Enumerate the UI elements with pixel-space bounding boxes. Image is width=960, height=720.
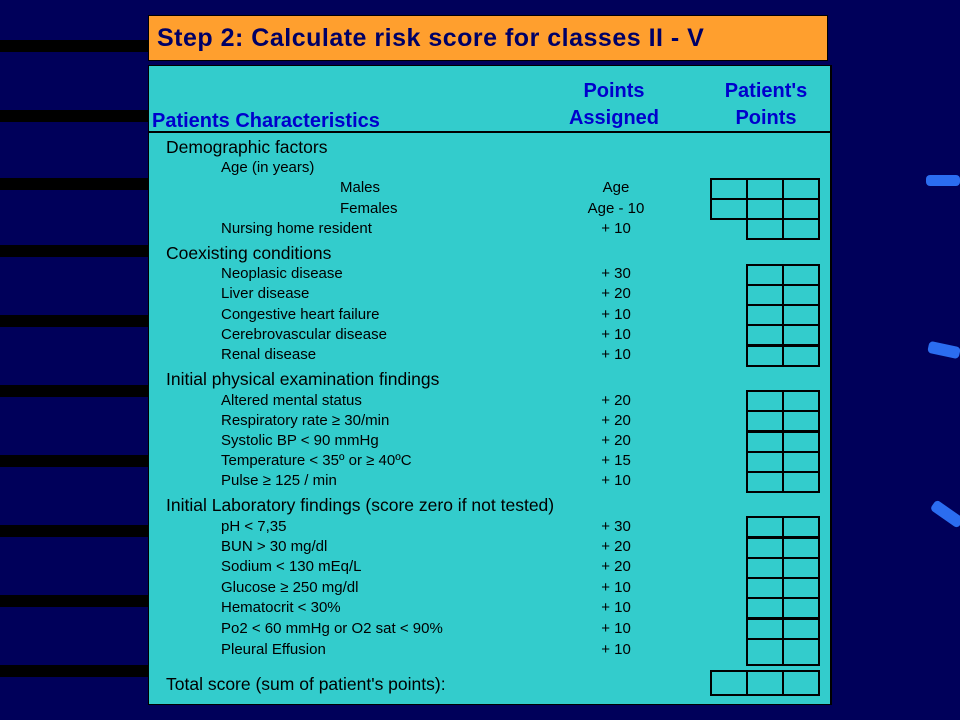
row-points: + 10 <box>601 641 631 658</box>
bg-stripe <box>0 40 150 52</box>
row-points: + 30 <box>601 518 631 535</box>
row-points: + 10 <box>601 306 631 323</box>
row-points: + 10 <box>601 579 631 596</box>
entry-cell[interactable] <box>748 266 784 284</box>
row-label: pH < 7,35 <box>221 518 287 535</box>
patient-points-entry-box[interactable] <box>746 345 820 367</box>
row-points: + 20 <box>601 538 631 555</box>
row-points: + 10 <box>601 326 631 343</box>
row-label: Liver disease <box>221 285 310 302</box>
row-label: Pulse ≥ 125 / min <box>221 472 337 489</box>
row-points: + 20 <box>601 392 631 409</box>
bg-stripe <box>0 110 150 122</box>
patient-points-entry-box[interactable] <box>746 638 820 666</box>
row-points: + 20 <box>601 285 631 302</box>
entry-cell[interactable] <box>748 539 784 557</box>
patient-points-entry-box[interactable] <box>746 431 820 453</box>
patient-points-entry-box[interactable] <box>746 390 820 412</box>
patient-points-entry-box[interactable] <box>746 557 820 579</box>
row-points: + 30 <box>601 265 631 282</box>
entry-cell[interactable] <box>784 347 820 365</box>
entry-cell[interactable] <box>748 473 784 491</box>
header-characteristics: Patients Characteristics <box>152 110 380 132</box>
entry-cell[interactable] <box>748 220 784 238</box>
section-title: Coexisting conditions <box>166 243 332 263</box>
entry-cell[interactable] <box>748 392 784 410</box>
entry-cell[interactable] <box>748 640 784 664</box>
entry-cell[interactable] <box>784 559 820 577</box>
patient-points-entry-box[interactable] <box>746 324 820 346</box>
entry-cell[interactable] <box>748 620 784 638</box>
row-label: Po2 < 60 mmHg or O2 sat < 90% <box>221 620 443 637</box>
entry-cell[interactable] <box>748 518 784 536</box>
row-label: Sodium < 130 mEq/L <box>221 558 362 575</box>
entry-cell[interactable] <box>748 286 784 304</box>
row-label: Pleural Effusion <box>221 641 326 658</box>
entry-cell[interactable] <box>784 286 820 304</box>
total-score-entry-box[interactable] <box>710 670 820 696</box>
patient-points-entry-box[interactable] <box>746 618 820 640</box>
row-points: Age <box>602 179 630 196</box>
entry-cell[interactable] <box>748 306 784 324</box>
row-points: + 10 <box>601 220 631 237</box>
patient-points-entry-box[interactable] <box>710 198 820 220</box>
entry-cell[interactable] <box>784 180 820 198</box>
row-points: + 20 <box>601 432 631 449</box>
section-title: Initial Laboratory findings (score zero if not tested) <box>166 495 555 515</box>
entry-cell[interactable] <box>784 200 820 218</box>
entry-cell[interactable] <box>784 640 820 664</box>
entry-cell[interactable] <box>784 412 820 430</box>
entry-cell[interactable] <box>748 579 784 597</box>
entry-cell[interactable] <box>784 220 820 238</box>
patient-points-entry-box[interactable] <box>746 284 820 306</box>
row-label: Cerebrovascular disease <box>221 326 387 343</box>
entry-cell[interactable] <box>748 412 784 430</box>
patient-points-entry-box[interactable] <box>710 178 820 200</box>
row-points: + 15 <box>601 452 631 469</box>
row-points: + 10 <box>601 599 631 616</box>
entry-cell[interactable] <box>784 473 820 491</box>
bg-stripe <box>0 525 150 537</box>
row-points: Age - 10 <box>587 200 645 217</box>
patient-points-entry-box[interactable] <box>746 410 820 432</box>
entry-cell[interactable] <box>784 539 820 557</box>
entry-cell[interactable] <box>784 672 820 694</box>
row-label: Hematocrit < 30% <box>221 599 341 616</box>
row-label: Renal disease <box>221 346 317 363</box>
row-label: Nursing home resident <box>221 220 372 237</box>
bg-stripe <box>0 595 150 607</box>
entry-cell[interactable] <box>748 347 784 365</box>
patient-points-entry-box[interactable] <box>746 537 820 559</box>
bg-accent <box>926 175 960 186</box>
section-title: Demographic factors <box>166 137 328 157</box>
entry-cell[interactable] <box>784 518 820 536</box>
bg-stripe <box>0 455 150 467</box>
row-points: + 20 <box>601 558 631 575</box>
header-points-assigned-1: Points <box>583 80 645 102</box>
row-label: Temperature < 35º or ≥ 40ºC <box>221 452 412 469</box>
row-label: Altered mental status <box>221 392 362 409</box>
patient-points-entry-box[interactable] <box>746 264 820 286</box>
patient-points-entry-box[interactable] <box>746 218 820 240</box>
entry-cell[interactable] <box>748 672 784 694</box>
entry-cell[interactable] <box>784 433 820 451</box>
page-title: Step 2: Calculate risk score for classes II - V <box>157 24 705 52</box>
bg-accent <box>927 341 960 359</box>
row-label: Glucose ≥ 250 mg/dl <box>221 579 359 596</box>
row-label: Neoplasic disease <box>221 265 343 282</box>
entry-cell[interactable] <box>712 200 748 218</box>
row-label: Congestive heart failure <box>221 306 380 323</box>
entry-cell[interactable] <box>784 599 820 617</box>
entry-cell[interactable] <box>784 306 820 324</box>
entry-cell[interactable] <box>748 180 784 198</box>
row-label: Males <box>340 179 381 196</box>
entry-cell[interactable] <box>748 453 784 471</box>
row-points: + 10 <box>601 346 631 363</box>
entry-cell[interactable] <box>748 433 784 451</box>
bg-stripe <box>0 245 150 257</box>
patient-points-entry-box[interactable] <box>746 304 820 326</box>
patient-points-entry-box[interactable] <box>746 471 820 493</box>
entry-cell[interactable] <box>784 392 820 410</box>
panel-right-edge <box>830 65 832 705</box>
entry-cell[interactable] <box>784 579 820 597</box>
entry-cell[interactable] <box>712 672 748 694</box>
entry-cell[interactable] <box>784 326 820 344</box>
section-title: Initial physical examination findings <box>166 369 440 389</box>
title-banner <box>148 15 828 61</box>
header-points-assigned-2: Assigned <box>568 107 660 129</box>
header-patients-points-1: Patient's <box>724 80 808 102</box>
bg-stripe <box>0 178 150 190</box>
bg-accent <box>930 499 960 528</box>
row-label: BUN > 30 mg/dl <box>221 538 328 555</box>
patient-points-entry-box[interactable] <box>746 516 820 538</box>
entry-cell[interactable] <box>712 180 748 198</box>
row-label: Females <box>340 200 398 217</box>
total-score-label: Total score (sum of patient's points): <box>166 674 446 694</box>
patient-points-entry-box[interactable] <box>746 577 820 599</box>
row-points: + 10 <box>601 472 631 489</box>
row-points: + 10 <box>601 620 631 637</box>
bg-stripe <box>0 665 150 677</box>
header-patients-points-2: Points <box>735 107 797 129</box>
entry-cell[interactable] <box>784 453 820 471</box>
entry-cell[interactable] <box>748 200 784 218</box>
entry-cell[interactable] <box>748 326 784 344</box>
patient-points-entry-box[interactable] <box>746 451 820 473</box>
row-label: Systolic BP < 90 mmHg <box>221 432 379 449</box>
row-label: Respiratory rate ≥ 30/min <box>221 412 390 429</box>
entry-cell[interactable] <box>748 559 784 577</box>
entry-cell[interactable] <box>784 620 820 638</box>
entry-cell[interactable] <box>748 599 784 617</box>
bg-stripe <box>0 315 150 327</box>
row-label: Age (in years) <box>221 159 315 176</box>
row-points: + 20 <box>601 412 631 429</box>
patient-points-entry-box[interactable] <box>746 597 820 619</box>
bg-stripe <box>0 385 150 397</box>
entry-cell[interactable] <box>784 266 820 284</box>
